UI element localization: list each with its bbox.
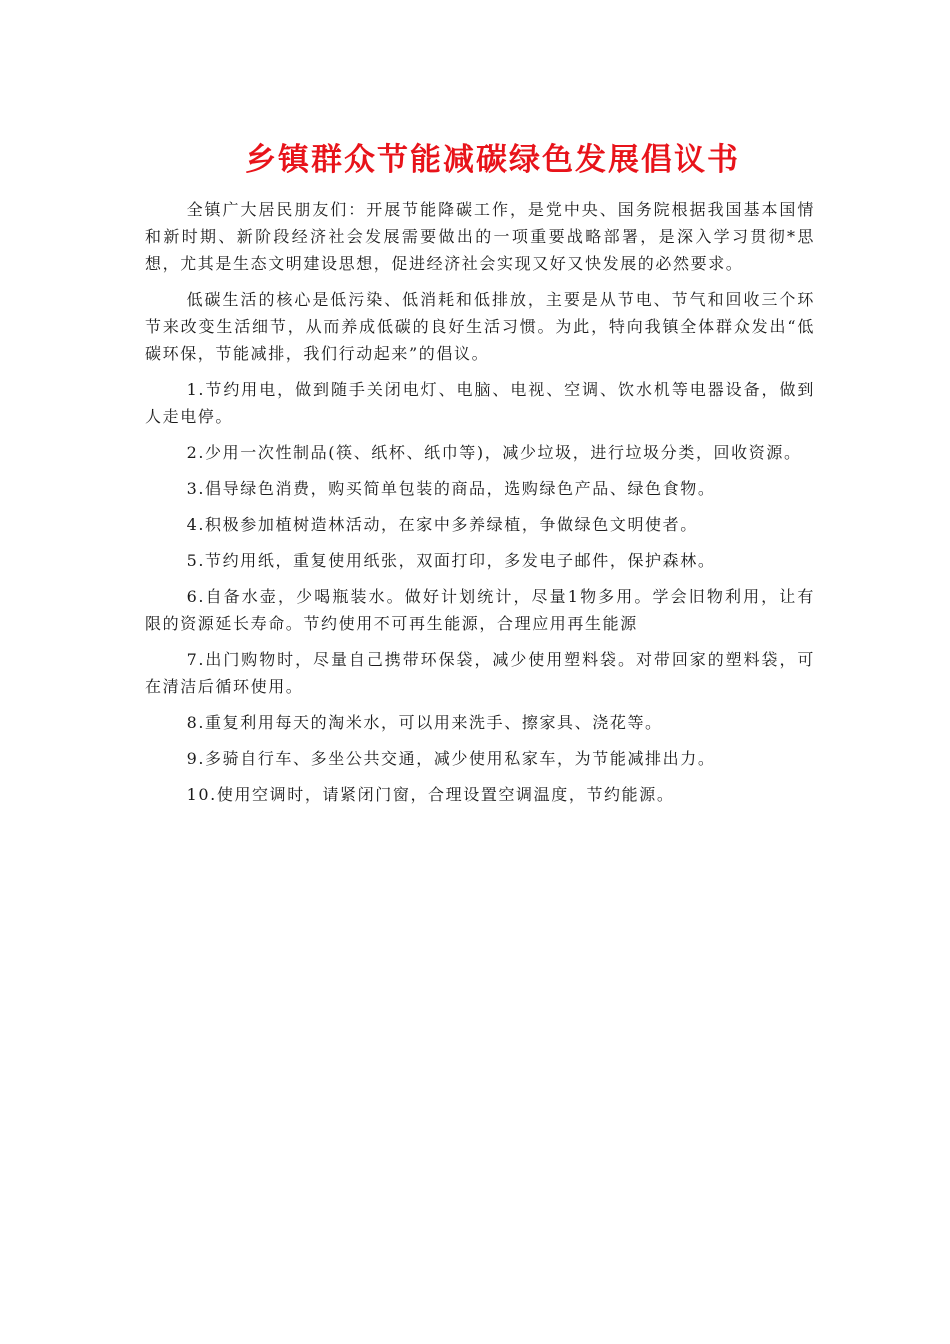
proposal-item-6: 6.自备水壶，少喝瓶装水。做好计划统计，尽量1物多用。学会旧物利用，让有限的资源延长寿命。节约使用不可再生能源，合理应用再生能源 — [145, 587, 815, 633]
proposal-item-9: 9.多骑自行车、多坐公共交通，减少使用私家车，为节能减排出力。 — [186, 749, 716, 768]
core-paragraph: 低碳生活的核心是低污染、低消耗和低排放，主要是从节电、节气和回收三个环节来改变生活细节，从而养成低碳的良好生活习惯。为此，特向我镇全体群众发出“低碳环保，节能减排，我们行动起来”的倡议。 — [145, 290, 815, 363]
proposal-item-7: 7.出门购物时，尽量自己携带环保袋，减少使用塑料袋。对带回家的塑料袋，可在清洁后循环使用。 — [145, 650, 815, 696]
proposal-item-1: 1.节约用电，做到随手关闭电灯、电脑、电视、空调、饮水机等电器设备，做到人走电停。 — [145, 380, 815, 426]
intro-paragraph: 全镇广大居民朋友们：开展节能降碳工作，是党中央、国务院根据我国基本国情和新时期、新阶段经济社会发展需要做出的一项重要战略部署，是深入学习贯彻*思想，尤其是生态文明建设思想，促进经济社会实现又好又快发展的必然要求。 — [145, 200, 815, 273]
proposal-item-8: 8.重复利用每天的淘米水，可以用来洗手、擦家具、浇花等。 — [186, 713, 663, 732]
proposal-item-3: 3.倡导绿色消费，购买简单包装的商品，选购绿色产品、绿色食物。 — [186, 479, 716, 498]
proposal-item-2: 2.少用一次性制品(筷、纸杯、纸巾等)，减少垃圾，进行垃圾分类，回收资源。 — [186, 443, 802, 462]
proposal-item-5: 5.节约用纸，重复使用纸张，双面打印，多发电子邮件，保护森林。 — [186, 551, 716, 570]
proposal-item-10: 10.使用空调时，请紧闭门窗，合理设置空调温度，节约能源。 — [186, 785, 675, 804]
proposal-item-4: 4.积极参加植树造林活动，在家中多养绿植，争做绿色文明使者。 — [186, 515, 698, 534]
document-title: 乡镇群众节能减碳绿色发展倡议书 — [245, 142, 740, 178]
document-page — [145, 138, 815, 817]
